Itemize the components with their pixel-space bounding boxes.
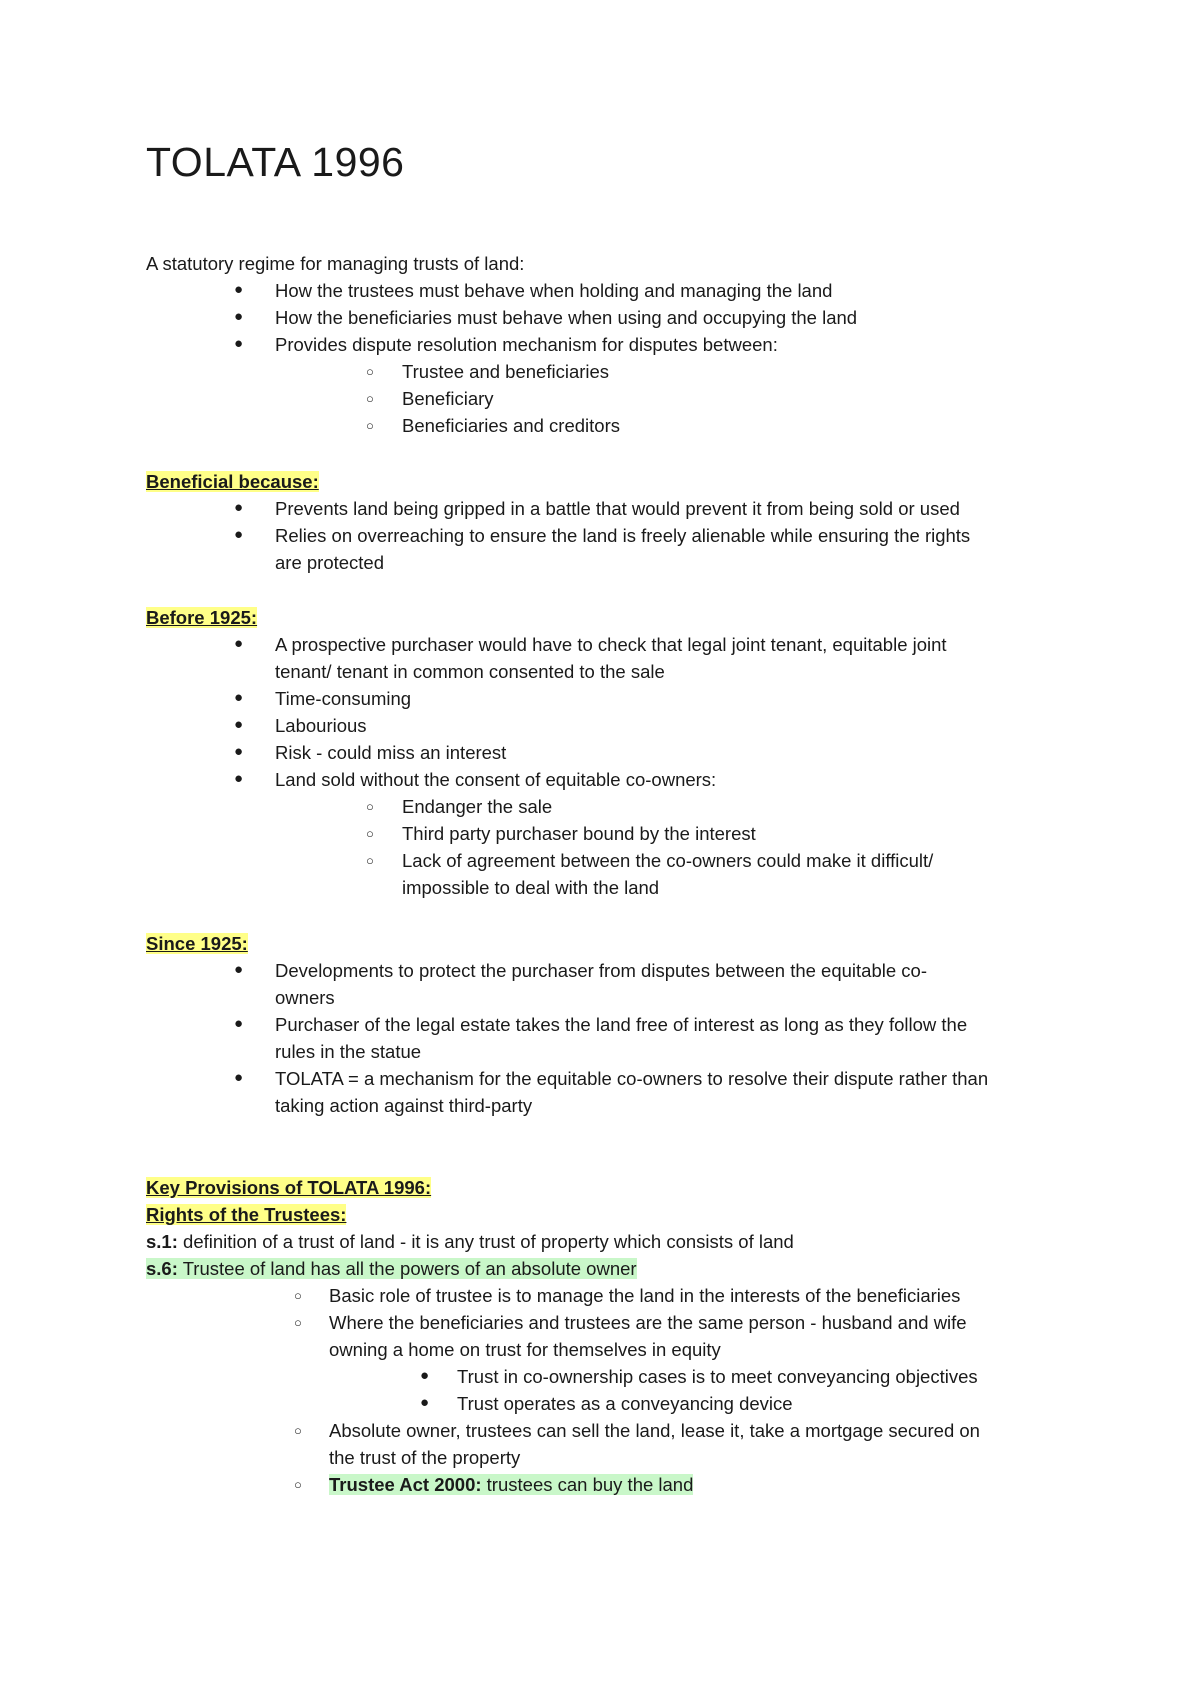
list-item: Labourious xyxy=(275,715,367,736)
section-heading-text: Since 1925: xyxy=(146,933,248,954)
section-heading-text: Key Provisions of TOLATA 1996: xyxy=(146,1177,432,1198)
circle-bullet-icon: ○ xyxy=(294,1423,302,1438)
provision-s6 xyxy=(146,1255,637,1282)
list-item: Time-consuming xyxy=(275,688,412,709)
section-heading xyxy=(146,930,248,957)
list-item: Trustee and beneficiaries xyxy=(402,361,610,382)
intro-heading: A statutory regime for managing trusts of land: xyxy=(146,253,525,274)
list-item-continued: are protected xyxy=(275,552,385,573)
s1-label: s.1: xyxy=(146,1231,178,1252)
list-item-continued: owning a home on trust for themselves in equity xyxy=(329,1339,721,1360)
bullet-icon: ● xyxy=(234,689,244,706)
list-item-continued: tenant/ tenant in common consented to the sale xyxy=(275,661,665,682)
circle-bullet-icon: ○ xyxy=(366,418,374,433)
provision-s1 xyxy=(146,1228,794,1255)
page-title: TOLATA 1996 xyxy=(146,139,405,185)
list-item: Beneficiary xyxy=(402,388,494,409)
bullet-icon: ● xyxy=(234,335,244,352)
bullet-icon: ● xyxy=(420,1394,430,1411)
list-item-continued: impossible to deal with the land xyxy=(402,877,660,898)
circle-bullet-icon: ○ xyxy=(366,799,374,814)
bullet-icon: ● xyxy=(234,281,244,298)
list-item-continued: rules in the statue xyxy=(275,1041,422,1062)
bullet-icon: ● xyxy=(234,308,244,325)
s1-text: definition of a trust of land - it is any trust of property which consists of land xyxy=(177,1231,794,1252)
list-item: Where the beneficiaries and trustees are the same person - husband and wife xyxy=(329,1312,967,1333)
list-item: Developments to protect the purchaser from disputes between the equitable co- xyxy=(275,960,927,981)
trustee-act-text: trustees can buy the land xyxy=(481,1474,694,1495)
list-item: Risk - could miss an interest xyxy=(275,742,507,763)
section-heading xyxy=(146,604,257,631)
trustee-act-label: Trustee Act 2000: xyxy=(329,1474,482,1495)
list-item: How the beneficiaries must behave when using and occupying the land xyxy=(275,307,858,328)
list-item: Relies on overreaching to ensure the land is freely alienable while ensuring the rights xyxy=(275,525,971,546)
s6-highlight xyxy=(146,1258,637,1279)
bullet-icon: ● xyxy=(234,1069,244,1086)
section-subheading xyxy=(146,1201,346,1228)
bullet-icon: ● xyxy=(234,743,244,760)
list-item xyxy=(329,1471,693,1498)
bullet-icon: ● xyxy=(234,526,244,543)
bullet-icon: ● xyxy=(234,1015,244,1032)
circle-bullet-icon: ○ xyxy=(294,1315,302,1330)
list-item: How the trustees must behave when holding and managing the land xyxy=(275,280,833,301)
list-item: Provides dispute resolution mechanism for disputes between: xyxy=(275,334,778,355)
bullet-icon: ● xyxy=(234,499,244,516)
section-heading xyxy=(146,1174,431,1201)
list-item: TOLATA = a mechanism for the equitable co-owners to resolve their dispute rather than xyxy=(275,1068,989,1089)
circle-bullet-icon: ○ xyxy=(366,853,374,868)
list-item: Lack of agreement between the co-owners could make it difficult/ xyxy=(402,850,934,871)
list-item: Endanger the sale xyxy=(402,796,553,817)
section-subheading-text: Rights of the Trustees: xyxy=(146,1204,347,1225)
list-item: Land sold without the consent of equitable co-owners: xyxy=(275,769,717,790)
bullet-icon: ● xyxy=(234,770,244,787)
list-item: Purchaser of the legal estate takes the land free of interest as long as they follow the xyxy=(275,1014,968,1035)
section-heading xyxy=(146,468,319,495)
list-item-continued: taking action against third-party xyxy=(275,1095,533,1116)
bullet-icon: ● xyxy=(234,961,244,978)
circle-bullet-icon: ○ xyxy=(294,1288,302,1303)
circle-bullet-icon: ○ xyxy=(366,391,374,406)
list-item-continued: owners xyxy=(275,987,335,1008)
list-item: Trust in co-ownership cases is to meet conveyancing objectives xyxy=(457,1366,978,1387)
list-item: A prospective purchaser would have to check that legal joint tenant, equitable joint xyxy=(275,634,947,655)
bullet-icon: ● xyxy=(234,716,244,733)
list-item: Basic role of trustee is to manage the land in the interests of the beneficiaries xyxy=(329,1285,961,1306)
bullet-icon: ● xyxy=(420,1367,430,1384)
s6-label: s.6: xyxy=(146,1258,178,1279)
list-item: Third party purchaser bound by the interest xyxy=(402,823,756,844)
section-heading-text: Beneficial because: xyxy=(146,471,319,492)
list-item-continued: the trust of the property xyxy=(329,1447,521,1468)
circle-bullet-icon: ○ xyxy=(366,364,374,379)
s6-text: Trustee of land has all the powers of an absolute owner xyxy=(177,1258,637,1279)
bullet-icon: ● xyxy=(234,635,244,652)
circle-bullet-icon: ○ xyxy=(294,1477,302,1492)
list-item: Trust operates as a conveyancing device xyxy=(457,1393,793,1414)
trustee-act-highlight xyxy=(329,1474,693,1495)
list-item: Beneficiaries and creditors xyxy=(402,415,620,436)
circle-bullet-icon: ○ xyxy=(366,826,374,841)
list-item: Absolute owner, trustees can sell the land, lease it, take a mortgage secured on xyxy=(329,1420,980,1441)
list-item: Prevents land being gripped in a battle that would prevent it from being sold or used xyxy=(275,498,960,519)
section-heading-text: Before 1925: xyxy=(146,607,258,628)
